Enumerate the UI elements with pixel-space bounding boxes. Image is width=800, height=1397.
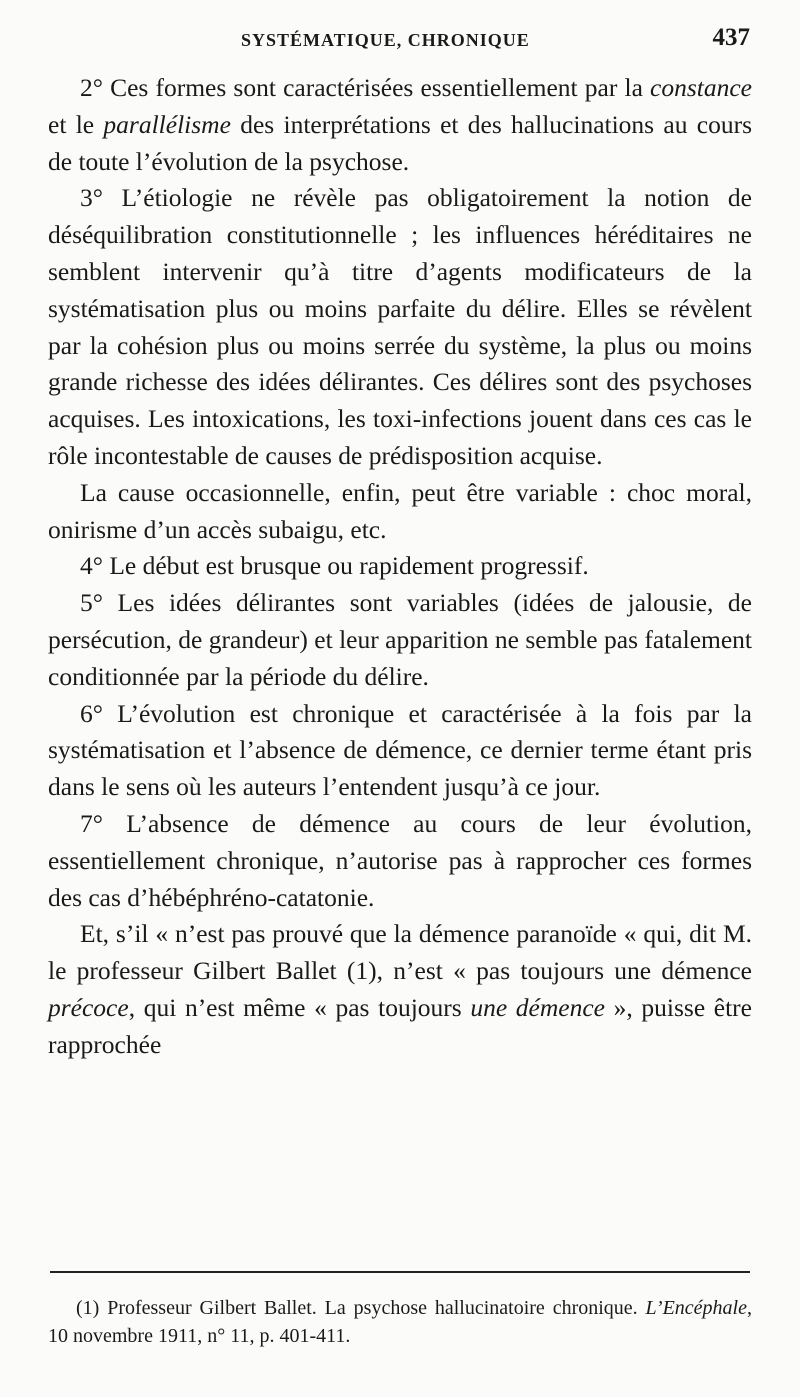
text-run: , qui n’est même « pas toujours [128,992,471,1022]
running-title: SYSTÉMATIQUE, CHRONIQUE [241,30,530,50]
text-run: 7° L’absence de démence au cours de leur évolution, essentiellement chronique, n’autorise pas à rapprocher ces formes des cas d’hébéphréno-catatonie. [48,808,752,912]
text-run: 5° Les idées délirantes sont variables (idées de jalousie, de persécution, de grandeur) et leur apparition ne semble pas fatalement conditionnée par la période du délire. [48,588,752,691]
paragraph [48,696,752,806]
text-run: La cause occasionnelle, enfin, peut être variable : choc moral, onirisme d’un accès subaigu, etc. [48,477,752,544]
text-run: des interprétations et des hallucinations au cours de toute l’évolution de la psychose. [48,109,752,176]
text-run: (1) Professeur Gilbert Ballet. La psychose hallucinatoire chronique. [76,1297,646,1319]
italic-term: précoce [48,992,129,1022]
page-number: 437 [712,24,750,51]
italic-term: constance [650,73,752,102]
paragraph [48,806,752,916]
text-run: 6° L’évolution est chronique et caractérisée à la fois par la systématisation et l’absence de démence, ce dernier terme étant pris dans le sens où les auteurs l’entendent jusqu’à ce jour. [48,698,752,802]
text-run: et le [48,109,104,139]
italic-term: une démence [470,992,605,1022]
main-text [48,70,752,1064]
paragraph [48,585,752,695]
text-run: 2° Ces formes sont caractérisées essentiellement par la [80,73,651,102]
text-run: 4° Le début est brusque ou rapidement progressif. [80,551,589,581]
footnote-divider [50,1271,750,1273]
paragraph [48,475,752,549]
text-run: Et, s’il « n’est pas prouvé que la démence paranoïde « qui, dit M. le professeur Gilbert Ballet (1), n’est « pas toujours une démence [48,919,752,986]
paragraph [48,548,752,585]
text-run: 3° L’étiologie ne révèle pas obligatoirement la notion de déséquilibration constitutionnelle ; les influences héréditaires ne semblent intervenir qu’à titre d’agents modificateurs de la systématisation plus ou moins parfaite du délire. Elles se révèlent par la cohésion plus ou moins serrée du système, la plus ou moins grande richesse des idées délirantes. Ces délires sont des psychoses acquises. Les intoxications, les toxi-infections jouent dans ces cas le rôle incontestable de causes de prédisposition acquise. [48,183,752,470]
paragraph [48,70,752,180]
italic-term: parallélisme [103,109,231,139]
footnote-text [48,1294,752,1350]
italic-term: L’Encéphale [645,1297,747,1319]
paragraph [48,180,752,474]
page-header [46,24,750,60]
text-run: », puisse être rapprochée [48,992,752,1059]
paragraph [48,916,752,1063]
footnote [48,1294,752,1350]
text-run: , 10 novembre 1911, n° 11, p. 401-411. [48,1297,752,1347]
